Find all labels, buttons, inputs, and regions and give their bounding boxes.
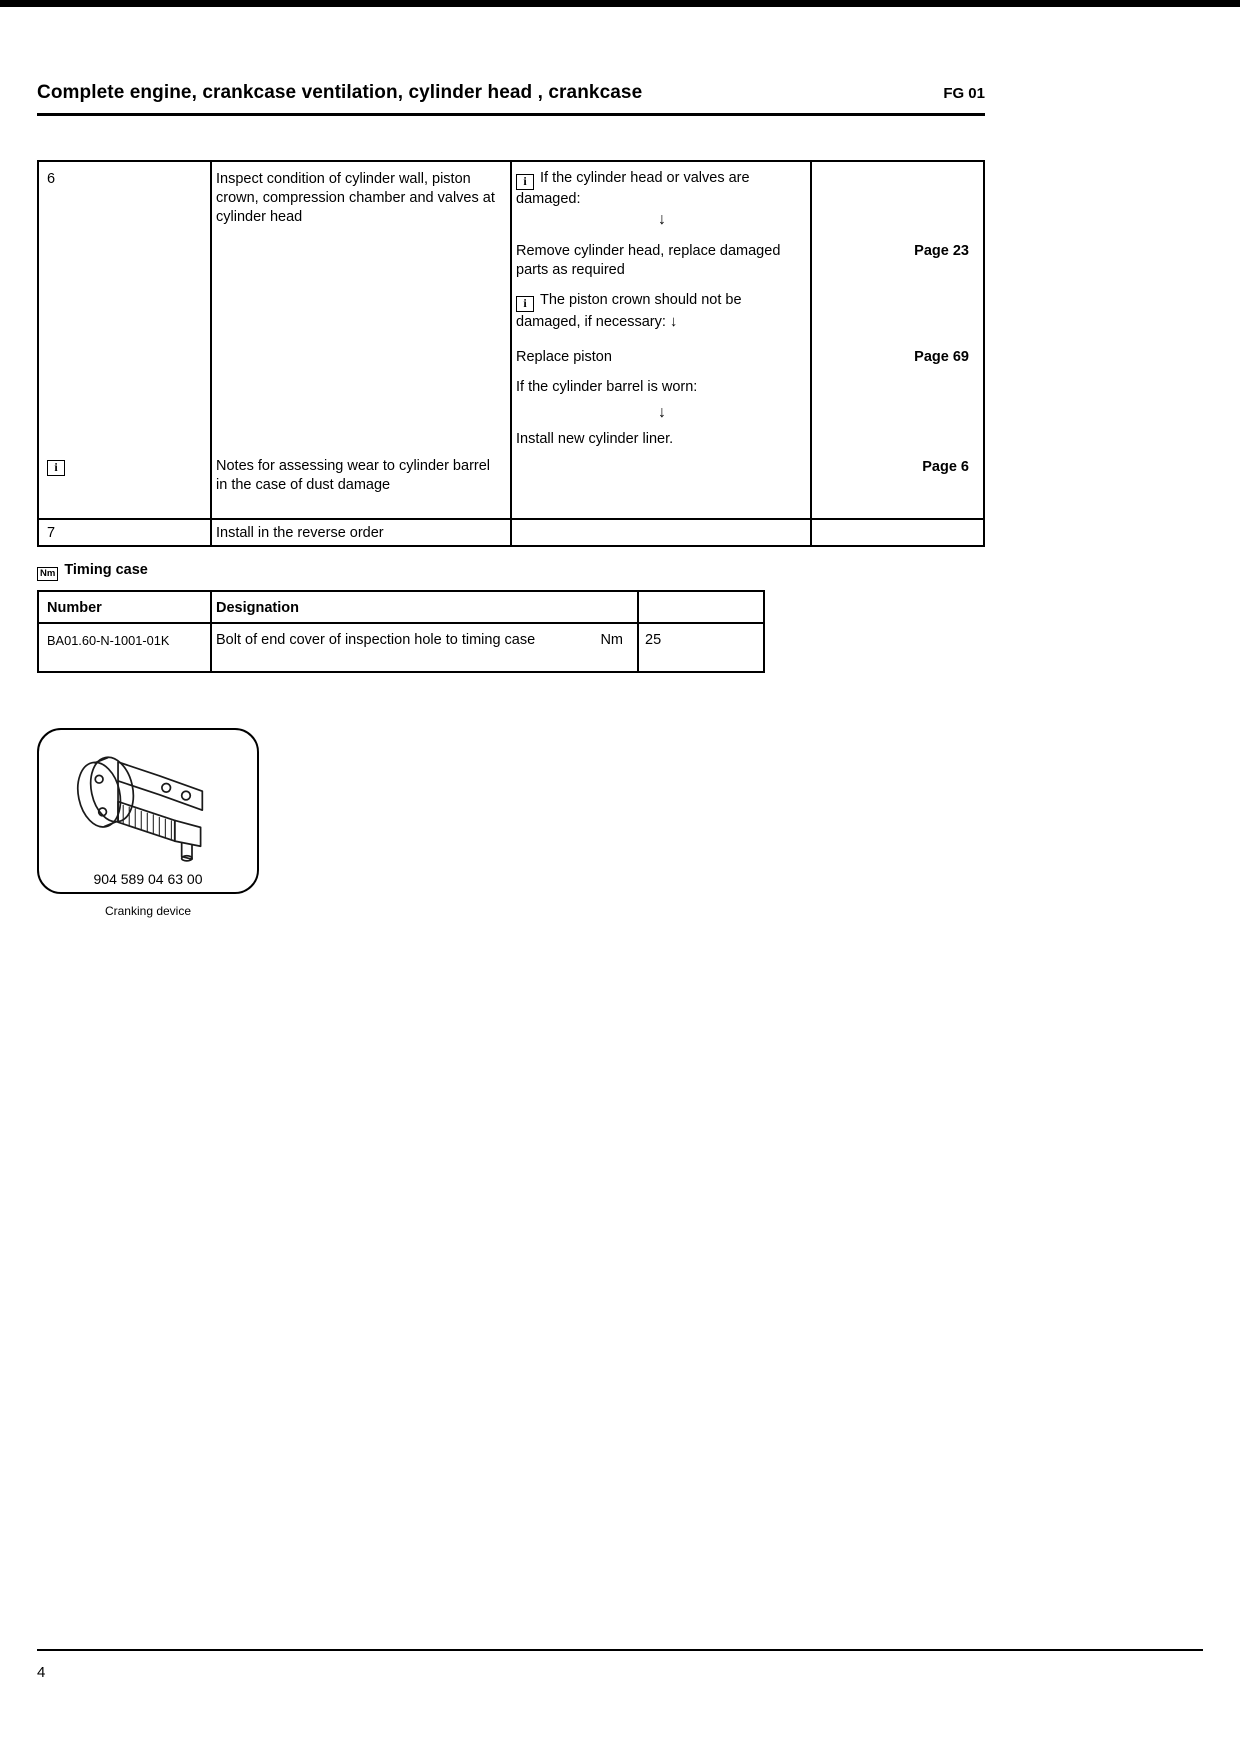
page-reference: Page 23 — [914, 243, 969, 259]
page-number: 4 — [37, 1664, 46, 1681]
torque-row-designation: Bolt of end cover of inspection hole to timing case — [216, 632, 536, 648]
cranking-device-drawing — [63, 736, 235, 874]
condition-text: If the cylinder barrel is worn: — [516, 379, 698, 395]
down-arrow-icon: ↓ — [658, 211, 666, 228]
figure-box — [37, 728, 259, 894]
column-header-number: Number — [47, 600, 102, 616]
step-description: Inspect condition of cylinder wall, piston crown, compression chamber and valves at cylinder head — [216, 171, 495, 226]
torque-table — [37, 590, 765, 673]
column-header-designation: Designation — [216, 600, 299, 616]
function-group-code: FG 01 — [943, 85, 985, 102]
action-text: Install new cylinder liner. — [516, 431, 674, 447]
scan-edge-artifact — [0, 0, 1240, 7]
table-hline — [39, 622, 763, 624]
timing-case-heading — [37, 562, 148, 581]
action-info-text: If the cylinder head or valves are damaged: — [516, 170, 750, 207]
info-icon: i — [516, 174, 534, 190]
table-vline — [637, 592, 639, 671]
figure-caption: Cranking device — [104, 904, 192, 918]
action-text: Remove cylinder head, replace damaged parts as required — [516, 243, 781, 279]
info-icon: i — [516, 296, 534, 312]
action-text: Replace piston — [516, 349, 612, 365]
step-number: 6 — [47, 171, 56, 187]
down-arrow-icon: ↓ — [669, 312, 678, 330]
torque-row-value: 25 — [645, 632, 662, 648]
step-number: 7 — [47, 525, 56, 541]
table-hline — [39, 518, 983, 520]
torque-row-number: BA01.60-N-1001-01K — [47, 633, 170, 648]
info-icon: i — [47, 460, 65, 476]
action-info — [516, 169, 808, 209]
table-vline — [210, 162, 212, 545]
footer-rule — [37, 1649, 1203, 1651]
action-info-text: The piston crown should not be damaged, if necessary: — [516, 292, 742, 330]
procedure-table — [37, 160, 985, 547]
note-row-marker — [47, 455, 71, 476]
note-text: Notes for assessing wear to cylinder barrel in the case of dust damage — [216, 458, 491, 494]
step-description: Install in the reverse order — [216, 525, 384, 541]
timing-case-title: Timing case — [64, 562, 148, 578]
page-title: Complete engine, crankcase ventilation, cylinder head , crankcase — [37, 82, 643, 103]
down-arrow-icon: ↓ — [658, 404, 666, 421]
action-info — [516, 291, 808, 332]
torque-row-unit: Nm — [600, 632, 623, 648]
page-header — [37, 82, 985, 116]
table-vline — [510, 162, 512, 545]
page-reference: Page 69 — [914, 349, 969, 365]
table-vline — [210, 592, 212, 671]
part-number: 904 589 04 63 00 — [93, 871, 203, 887]
nm-icon: Nm — [37, 567, 58, 581]
page-reference: Page 6 — [922, 459, 969, 475]
